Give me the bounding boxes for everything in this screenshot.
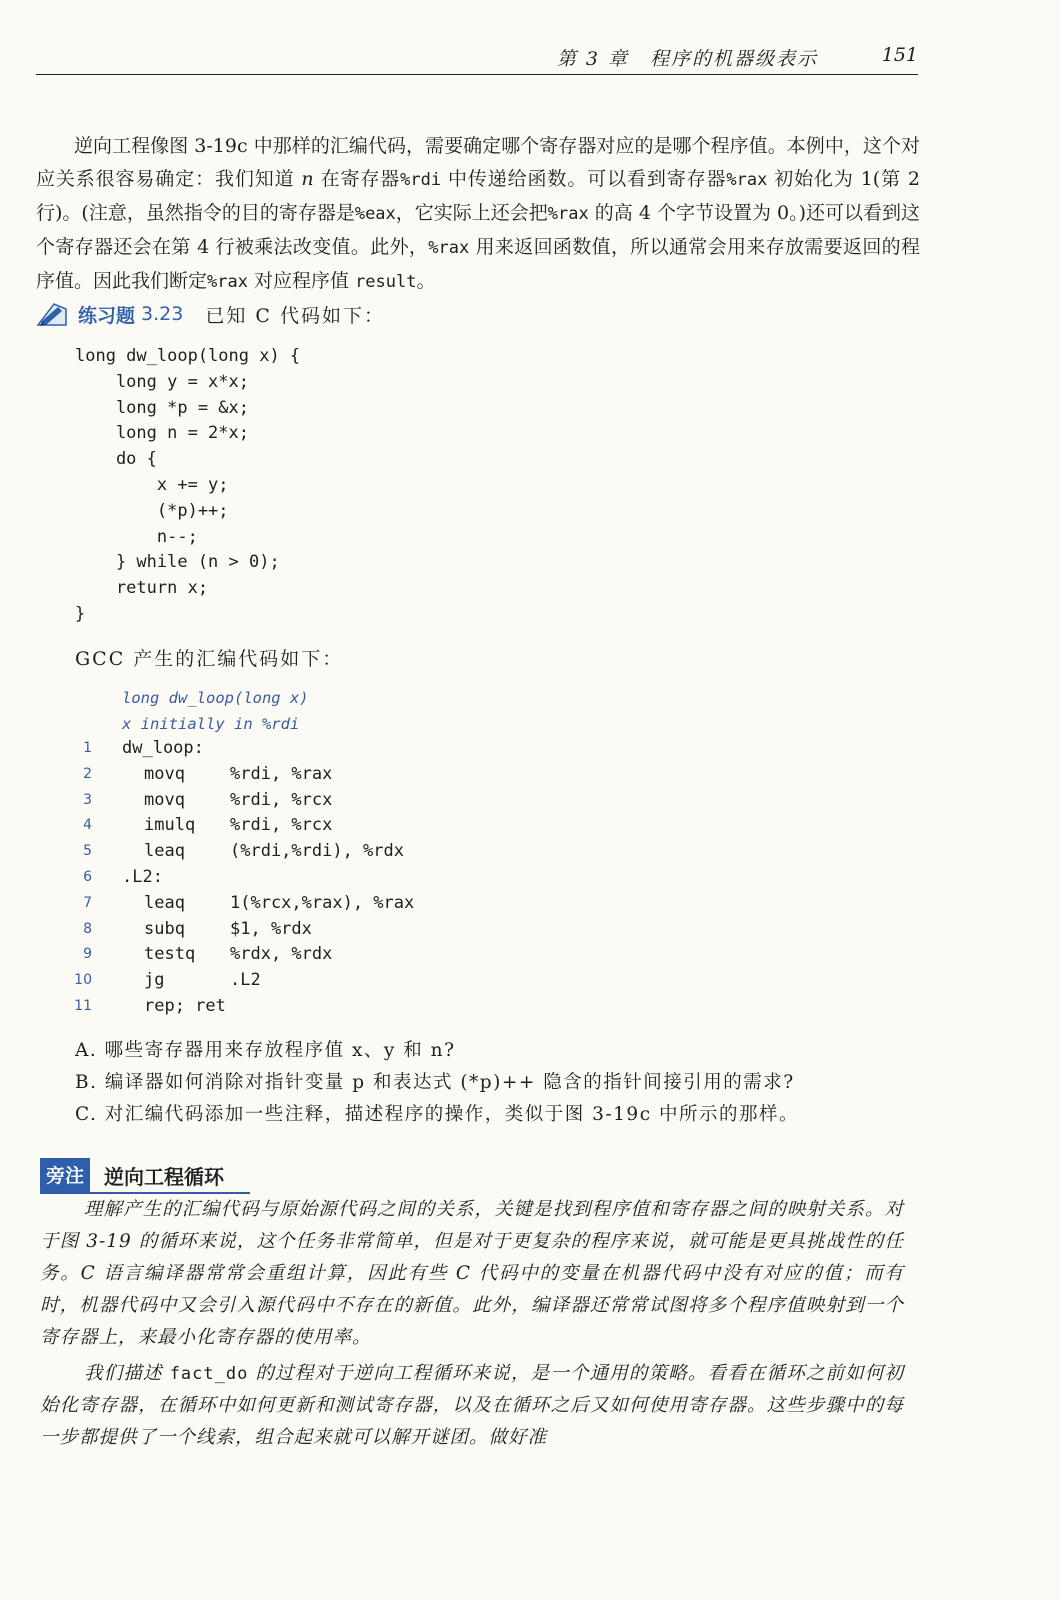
asm-operands: %rdi, %rcx [230, 789, 333, 810]
text-run: 。 [416, 270, 436, 292]
text-run: 在寄存器 [313, 168, 401, 190]
asm-operands: %rdi, %rax [230, 763, 333, 784]
text-run: 的高 4 个字节设置为 0。)还可以看到这个寄存器还会在第 4 行被乘法改变值。此外， [36, 202, 920, 258]
text-run: 初始化为 1(第 2 行)。(注意，虽然指令的目的寄存器是 [36, 168, 921, 224]
question-b: B. 编译器如何消除对指针变量 p 和表达式 (*p)++ 隐含的指针间接引用的需求? [75, 1072, 795, 1093]
register-rdi: %rdi [400, 170, 442, 190]
exercise-prompt: 已知 C 代码如下： [205, 304, 385, 327]
text-run: 用来返回函数值，所以通常会用来存放需要返回的程序值。因此我们断定 [36, 236, 920, 292]
asm-opcode: rep; ret [144, 995, 226, 1016]
asm-operands: 1(%rcx,%rax), %rax [230, 892, 415, 913]
text-run: 的过程对于逆向工程循环来说，是一个通用的策略。看看在循环之前如何初始化寄存器，在循环中如何更新和测试寄存器，以及在循环之后又如何使用寄存器。这些步骤中的每一步都提供了一个线索，组合起来就可以解开谜团。做好准 [40, 1363, 904, 1448]
text-run: ，它实际上还会把 [395, 202, 548, 224]
question-c: C. 对汇编代码添加一些注释，描述程序的操作，类似于图 3-19c 中所示的那样。 [75, 1104, 799, 1125]
register-rax: %rax [547, 204, 589, 224]
asm-line [60, 917, 414, 943]
aside-paragraph-1: 理解产生的汇编代码与原始源代码之间的关系，关键是找到程序值和寄存器之间的映射关系。对于图 3-19 的循环来说，这个任务非常简单，但是对于更复杂的程序来说，就可能是更具挑战性的任务。C 语言编译器常常会重组计算，因此有些 C 代码中的变量在机器代码中没有对应的值；而有时，机器代码中又会引入源代码中不存在的新值。此外，编译器还常常试图将多个程序值映射到一个寄存器上，来最小化寄存器的使用率。 [40, 1199, 904, 1348]
line-number: 8 [83, 920, 92, 937]
exercise-heading [36, 298, 385, 330]
asm-line [60, 968, 414, 994]
aside-header [40, 1158, 250, 1194]
asm-line [60, 994, 414, 1020]
line-number: 2 [83, 765, 92, 782]
exercise-label: 练习题 [78, 304, 136, 327]
line-number: 3 [83, 791, 92, 808]
asm-label: dw_loop: [122, 738, 204, 758]
pencil-exercise-icon [36, 301, 68, 327]
fact-do-identifier: fact_do [169, 1364, 249, 1384]
asm-opcode: leaq [144, 892, 185, 913]
asm-operands: .L2 [230, 970, 261, 991]
asm-line [60, 891, 414, 917]
asm-line [60, 839, 414, 865]
line-number: 10 [74, 972, 92, 989]
asm-operands: %rdx, %rdx [230, 944, 333, 965]
line-number: 9 [83, 946, 92, 963]
page-number: 151 [881, 44, 918, 66]
asm-line [60, 813, 414, 839]
register-rax: %rax [428, 238, 470, 258]
asm-comment-signature: long dw_loop(long x) [122, 689, 309, 707]
c-code-listing: long dw_loop(long x) { long y = x*x; long *p = &x; long n = 2*x; do { x += y; (*p)++; n--; } while (n > 0); return x; } [75, 346, 301, 624]
register-rax: %rax [207, 272, 248, 292]
text-run: 对应程序值 [247, 270, 356, 292]
chapter-title: 第 3 章 程序的机器级表示 [556, 48, 818, 70]
asm-operands: %rdi, %rcx [230, 815, 333, 836]
question-a: A. 哪些寄存器用来存放程序值 x、y 和 n? [75, 1040, 456, 1061]
text-run: 逆向工程像图 3-19c 中那样的汇编代码，需要确定哪个寄存器对应的是哪个程序值。本例中，这个对应关系很容易确定：我们知道 [36, 135, 920, 190]
line-number: 4 [83, 817, 92, 834]
var-n: n [301, 168, 314, 190]
text-run: 我们描述 [84, 1363, 170, 1384]
gcc-intro: GCC 产生的汇编代码如下： [75, 648, 344, 670]
asm-label: .L2: [122, 866, 163, 887]
page-header [36, 44, 918, 75]
asm-opcode: jg [144, 970, 165, 991]
register-eax: %eax [354, 204, 396, 224]
line-number: 5 [83, 843, 92, 860]
line-number: 1 [83, 740, 92, 756]
asm-line [60, 736, 414, 762]
assembly-listing [60, 736, 414, 1020]
asm-opcode: testq [144, 944, 196, 965]
asm-opcode: subq [144, 918, 185, 939]
asm-opcode: imulq [144, 815, 196, 836]
asm-operands: $1, %rdx [230, 918, 312, 939]
result-identifier: result [355, 272, 417, 292]
asm-line [60, 865, 414, 891]
aside-title: 逆向工程循环 [104, 1165, 225, 1189]
register-rax: %rax [726, 170, 768, 190]
asm-opcode: leaq [144, 841, 185, 862]
asm-opcode: movq [144, 789, 185, 810]
aside-paragraph-2 [40, 1358, 904, 1454]
asm-operands: (%rdi,%rdi), %rdx [230, 841, 404, 862]
asm-comment-register: x initially in %rdi [122, 715, 300, 733]
aside-tag: 旁注 [40, 1158, 90, 1192]
asm-line [60, 762, 414, 788]
intro-paragraph [36, 130, 920, 299]
line-number: 11 [74, 997, 92, 1014]
line-number: 6 [83, 868, 92, 885]
text-run: 中传递给函数。可以看到寄存器 [441, 168, 727, 190]
exercise-number: 3.23 [141, 303, 184, 325]
line-number: 7 [83, 894, 92, 911]
asm-line [60, 942, 414, 968]
asm-line [60, 788, 414, 814]
asm-opcode: movq [144, 763, 185, 784]
